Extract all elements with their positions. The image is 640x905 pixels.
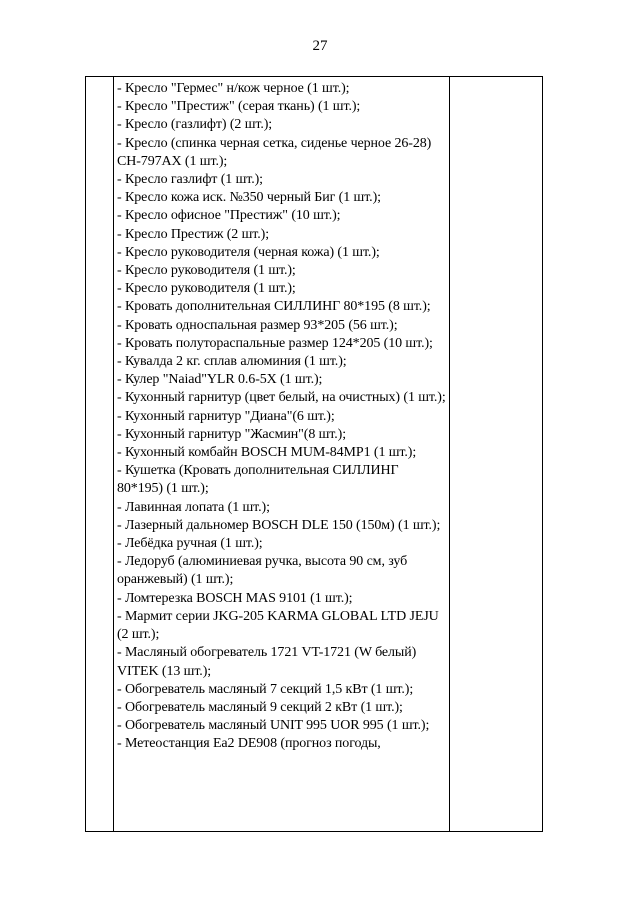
inventory-item: - Лавинная лопата (1 шт.);	[117, 499, 270, 515]
inventory-item-list	[117, 80, 447, 754]
inventory-item: - Кувалда 2 кг. сплав алюминия (1 шт.);	[117, 354, 347, 370]
inventory-item: - Кровать дополнительная СИЛЛИНГ 80*195 (8 шт.);	[117, 299, 431, 315]
inventory-item: - Кресло руководителя (1 шт.);	[117, 281, 296, 297]
inventory-item: - Кулер "Naiad"YLR 0.6-5X (1 шт.);	[117, 372, 323, 388]
inventory-item: - Кровать полутораспальные размер 124*205 (10 шт.);	[117, 335, 433, 351]
page-number: 27	[312, 38, 328, 54]
inventory-item: - Кухонный гарнитур "Жасмин"(8 шт.);	[117, 426, 347, 442]
inventory-item: - Кресло Престиж (2 шт.);	[117, 226, 269, 242]
inventory-item: - Кухонный гарнитур "Диана"(6 шт.);	[117, 408, 335, 424]
inventory-item: - Кресло (спинка черная сетка, сиденье черное 26-28) CH-797AX (1 шт.);	[117, 135, 432, 169]
inventory-item: - Кушетка (Кровать дополнительная СИЛЛИНГ 80*195) (1 шт.);	[117, 463, 399, 497]
inventory-item: - Кухонный гарнитур (цвет белый, на очистных) (1 шт.);	[117, 390, 446, 406]
inventory-item: - Метеостанция Ea2 DE908 (прогноз погоды,	[117, 736, 381, 752]
inventory-item: - Кресло "Престиж" (серая ткань) (1 шт.);	[117, 99, 361, 115]
inventory-item: - Мармит серии JKG-205 KARMA GLOBAL LTD JEJU (2 шт.);	[117, 608, 439, 643]
inventory-item: - Кухонный комбайн BOSCH MUM-84MP1 (1 шт.);	[117, 445, 417, 461]
inventory-item: - Кровать односпальная размер 93*205 (56 шт.);	[117, 317, 398, 333]
inventory-item: - Лебёдка ручная (1 шт.);	[117, 536, 263, 552]
inventory-item: - Кресло кожа иск. №350 черный Биг (1 шт.);	[117, 190, 381, 206]
inventory-item: - Кресло "Гермес" н/кож черное (1 шт.);	[117, 81, 350, 96]
inventory-item: - Кресло руководителя (1 шт.);	[117, 263, 296, 279]
inventory-table	[85, 76, 543, 832]
inventory-item: - Ломтерезка BOSCH MAS 9101 (1 шт.);	[117, 590, 353, 606]
inventory-item: - Обогреватель масляный UNIT 995 UOR 995 (1 шт.);	[117, 718, 430, 734]
inventory-item: - Обогреватель масляный 9 секций 2 кВт (1 шт.);	[117, 699, 403, 715]
inventory-item: - Кресло газлифт (1 шт.);	[117, 172, 263, 188]
table-column-divider-left	[113, 77, 114, 831]
inventory-item: - Масляный обогреватель 1721 VT-1721 (W белый) VITEK (13 шт.);	[117, 645, 417, 679]
inventory-item: - Ледоруб (алюминиевая ручка, высота 90 см, зуб оранжевый) (1 шт.);	[117, 554, 408, 588]
inventory-item: - Кресло (газлифт) (2 шт.);	[117, 117, 273, 133]
inventory-item: - Обогреватель масляный 7 секций 1,5 кВт (1 шт.);	[117, 681, 414, 697]
table-column-divider-right	[449, 77, 450, 831]
inventory-item: - Кресло руководителя (черная кожа) (1 шт.);	[117, 244, 380, 260]
inventory-item: - Лазерный дальномер BOSCH DLE 150 (150м) (1 шт.);	[117, 517, 441, 533]
inventory-item: - Кресло офисное "Престиж" (10 шт.);	[117, 208, 341, 224]
